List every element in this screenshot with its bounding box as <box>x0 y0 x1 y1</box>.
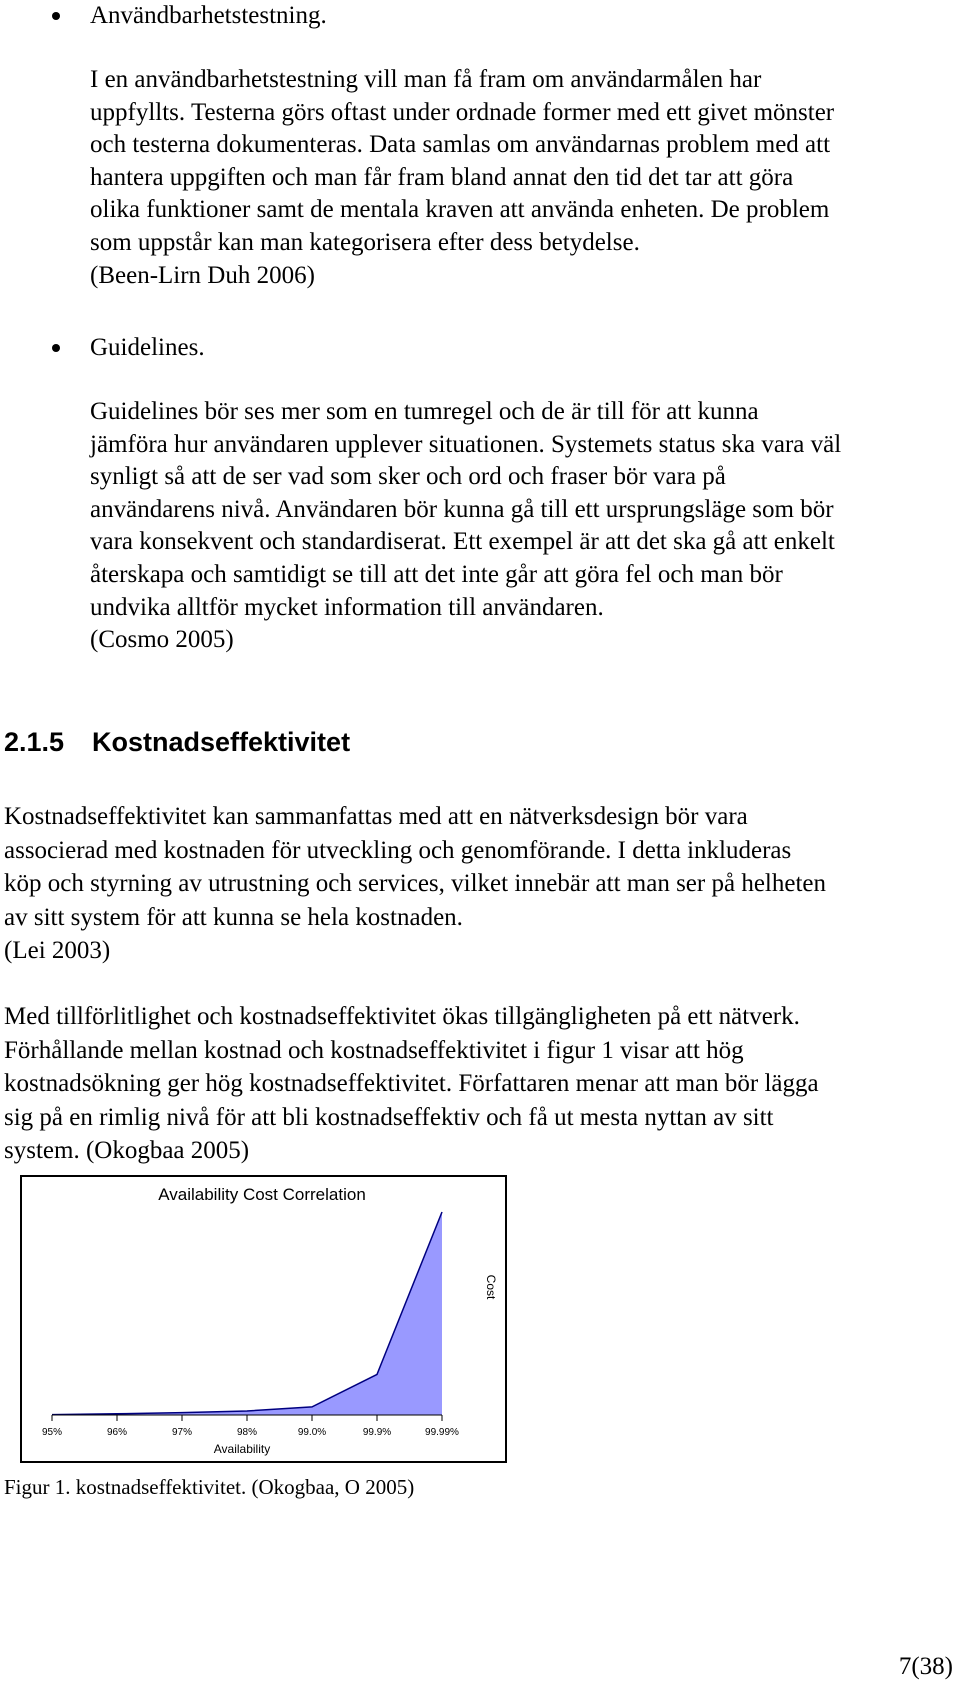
chart-plot-area <box>42 1212 459 1438</box>
availability-cost-chart <box>22 1177 505 1461</box>
text-line: jämföra hur användaren upplever situationen. Systemets status ska vara väl <box>90 430 842 458</box>
section-number: 2.1.5 <box>4 727 65 757</box>
text-line: synligt så att de ser vad som sker och ord och fraser bör vara på <box>90 463 726 491</box>
text-line: Förhållande mellan kostnad och kostnadseffektivitet i figur 1 visar att hög <box>4 1036 744 1064</box>
x-tick-label: 96% <box>106 1427 128 1438</box>
bullet-dot <box>52 12 60 20</box>
chart-title: Availability Cost Correlation <box>158 1185 366 1204</box>
text-line: system. (Okogbaa 2005) <box>4 1137 250 1165</box>
text-line: återskapa och samtidigt se till att det inte går att göra fel och man bör <box>90 560 783 588</box>
text-line: Guidelines bör ses mer som en tumregel och de är till för att kunna <box>90 398 759 425</box>
figure-caption: Figur 1. kostnadseffektivitet. (Okogbaa, O 2005) <box>4 1475 415 1499</box>
cost-paragraph-1 <box>4 800 954 968</box>
page-number: 7(38) <box>898 1653 953 1680</box>
usability-paragraph <box>90 64 950 292</box>
bullet-guidelines: Guidelines. <box>90 334 205 361</box>
y-axis-label: Cost <box>484 1274 498 1300</box>
text-line: I en användbarhetstestning vill man få fram om användarmålen har <box>90 66 762 93</box>
text-line: som uppstår kan man kategorisera efter dess betydelse. <box>90 228 640 256</box>
text-line: Kostnadseffektivitet kan sammanfattas med att en nätverksdesign bör vara <box>4 803 748 830</box>
bullet-usability-testing: Användbarhetstestning. <box>90 2 327 29</box>
text-line: av sitt system för att kunna se hela kostnaden. <box>4 903 463 931</box>
text-line: och testerna dokumenteras. Data samlas om användarnas problem med att <box>90 131 831 159</box>
cost-area <box>52 1212 442 1415</box>
x-tick-label: 99.99% <box>425 1427 459 1438</box>
text-line: Med tillförlitlighet och kostnadseffektivitet ökas tillgängligheten på ett nätverk. <box>4 1003 800 1030</box>
x-tick-label: 99.0% <box>297 1427 327 1438</box>
text-line: hantera uppgiften och man får fram bland annat den tid det tar att göra <box>90 163 794 191</box>
x-axis-label: Availability <box>213 1442 271 1456</box>
guidelines-paragraph <box>90 396 950 657</box>
x-tick-label: 98% <box>236 1427 258 1438</box>
cost-paragraph-2 <box>4 1000 954 1168</box>
citation: (Lei 2003) <box>4 937 111 965</box>
x-tick-label: 97% <box>171 1427 193 1438</box>
section-heading <box>4 725 350 759</box>
citation: (Been-Lirn Duh 2006) <box>90 261 315 289</box>
figure-frame <box>20 1175 507 1463</box>
text-line: associerad med kostnaden för utveckling och genomförande. I detta inkluderas <box>4 836 792 864</box>
text-line: användarens nivå. Användaren bör kunna gå till ett ursprungsläge som bör <box>90 495 834 523</box>
citation: (Cosmo 2005) <box>90 626 234 654</box>
bullet-dot <box>52 344 60 352</box>
x-tick-label: 99.9% <box>362 1427 392 1438</box>
text-line: vara konsekvent och standardiserat. Ett exempel är att det ska gå att enkelt <box>90 528 835 556</box>
text-line: köp och styrning av utrustning och services, vilket innebär att man ser på helheten <box>4 870 826 898</box>
x-tick-label: 95% <box>41 1427 63 1438</box>
text-line: olika funktioner samt de mentala kraven att använda enheten. De problem <box>90 196 830 224</box>
text-line: kostnadsökning ger hög kostnadseffektivitet. Författaren menar att man bör lägga <box>4 1070 819 1098</box>
section-title: Kostnadseffektivitet <box>92 727 351 757</box>
text-line: sig på en rimlig nivå för att bli kostnadseffektiv och få ut mesta nyttan av sitt <box>4 1103 774 1131</box>
text-line: undvika alltför mycket information till användaren. <box>90 593 604 621</box>
text-line: uppfyllts. Testerna görs oftast under ordnade former med ett givet mönster <box>90 98 835 126</box>
